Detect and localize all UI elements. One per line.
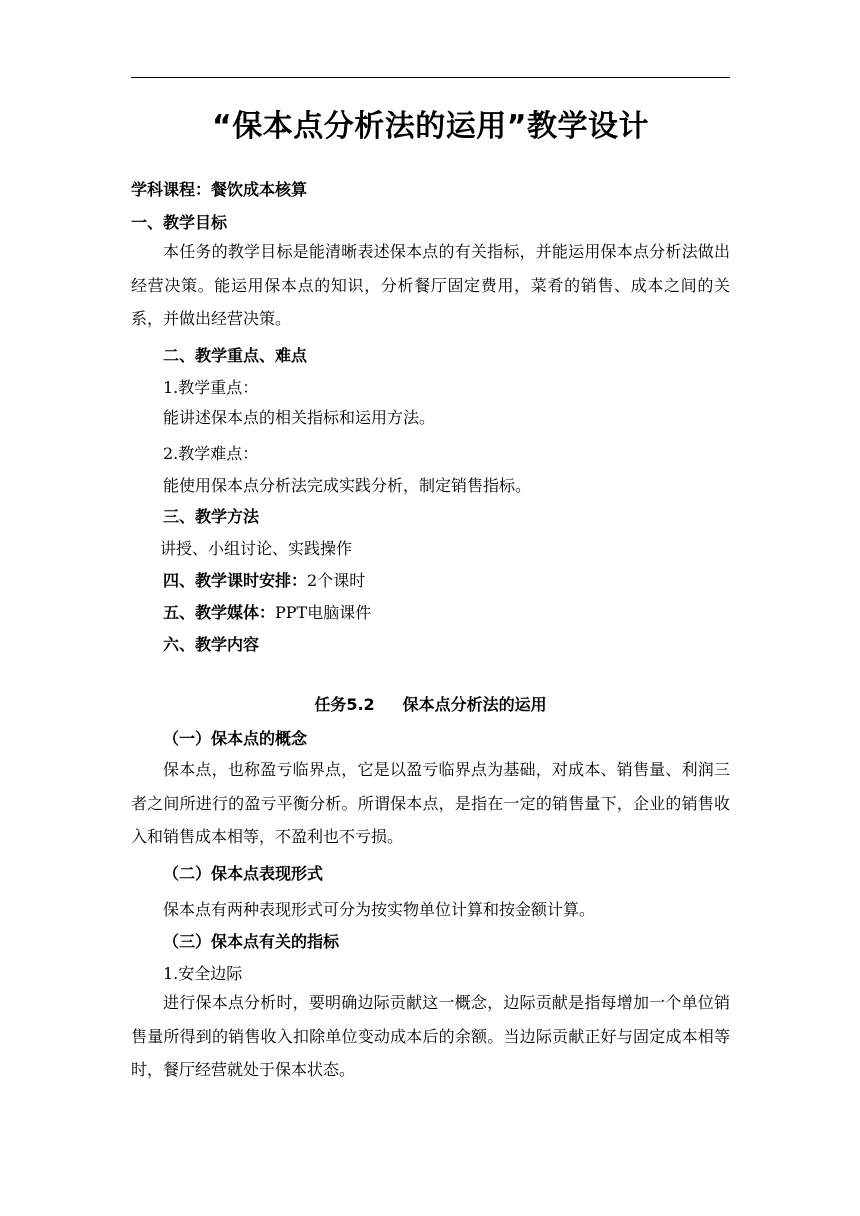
methods-text: 讲授、小组讨论、实践操作 <box>160 539 353 558</box>
safety-margin-label: 1.安全边际 <box>163 964 243 983</box>
concept-paragraph: 保本点，也称盈亏临界点，它是以盈亏临界点为基础，对成本、销售量、利润三者之间所进行的盈亏平衡分析。所谓保本点，是指在一定的销售量下，企业的销售收入和销售成本相等，不盈利也不亏损。 <box>131 760 730 846</box>
media-value: PPT电脑课件 <box>275 603 372 622</box>
task-heading <box>131 695 730 715</box>
concept-heading: （一）保本点的概念 <box>163 729 308 748</box>
schedule-heading: 四、教学课时安排： <box>163 571 308 590</box>
schedule-value: 2个课时 <box>307 571 366 590</box>
key-point-label: 1.教学重点： <box>163 378 259 397</box>
media-line <box>163 603 371 623</box>
section-heading-objectives: 一、教学目标 <box>131 213 228 232</box>
difficult-point-text: 能使用保本点分析法完成实践分析，制定销售指标。 <box>163 476 532 495</box>
indicators-paragraph: 进行保本点分析时，要明确边际贡献这一概念，边际贡献是指每增加一个单位销售量所得到的销售收入扣除单位变动成本后的余额。当边际贡献正好与固定成本相等时，餐厅经营就处于保本状态。 <box>131 993 730 1079</box>
media-heading: 五、教学媒体： <box>163 603 276 622</box>
forms-paragraph: 保本点有两种表现形式可分为按实物单位计算和按金额计算。 <box>163 900 596 919</box>
schedule-line <box>163 571 365 591</box>
forms-heading: （二）保本点表现形式 <box>163 864 324 883</box>
section-heading-content: 六、教学内容 <box>163 635 260 654</box>
objectives-paragraph: 本任务的教学目标是能清晰表述保本点的有关指标，并能运用保本点分析法做出经营决策。能运用保本点的知识，分析餐厅固定费用，菜肴的销售、成本之间的关系，并做出经营决策。 <box>131 242 730 328</box>
header-rule <box>131 77 730 78</box>
difficult-point-label: 2.教学难点： <box>163 444 259 463</box>
section-heading-key-points: 二、教学重点、难点 <box>163 346 308 365</box>
page-title: “保本点分析法的运用”教学设计 <box>212 109 649 144</box>
course-label: 学科课程：餐饮成本核算 <box>131 180 308 199</box>
task-title: 保本点分析法的运用 <box>402 695 547 714</box>
task-number: 任务5.2 <box>314 695 375 714</box>
section-heading-methods: 三、教学方法 <box>163 507 260 526</box>
indicators-heading: （三）保本点有关的指标 <box>163 932 340 951</box>
key-point-text: 能讲述保本点的相关指标和运用方法。 <box>163 408 436 427</box>
